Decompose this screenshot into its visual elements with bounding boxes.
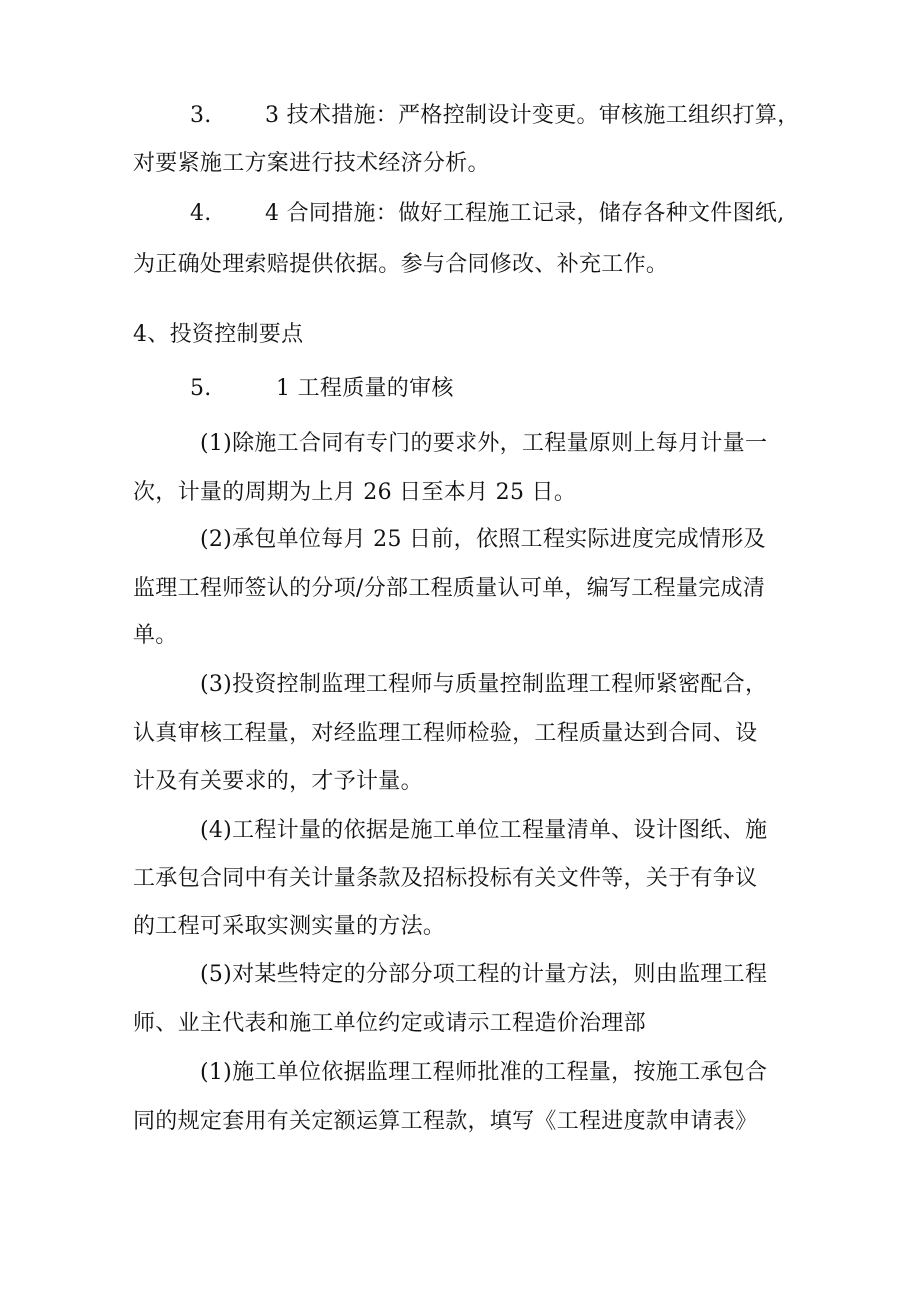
paragraph-3-number: 3. bbox=[190, 103, 212, 128]
item-4-line-3: 的工程可采取实测实量的方法。 bbox=[133, 914, 446, 939]
item-3-line-3: 计及有关要求的，才予计量。 bbox=[133, 769, 423, 794]
item-5-line-1: (5)对某些特定的分部分项工程的计量方法，则由监理工程 bbox=[200, 962, 768, 987]
item-4-line-2: 工承包合同中有关计量条款及招标投标有关文件等，关于有争议 bbox=[133, 866, 758, 891]
item-3-line-1: (3)投资控制监理工程师与质量控制监理工程师紧密配合， bbox=[200, 672, 768, 697]
item-2-line-1: (2)承包单位每月 25 日前，依照工程实际进度完成情形及 bbox=[200, 527, 766, 552]
paragraph-3-text: 3 技术措施：严格控制设计变更。审核施工组织打算， bbox=[265, 103, 800, 128]
item-1-line-2: 次，计量的周期为上月 26 日至本月 25 日。 bbox=[133, 480, 577, 505]
section-heading: 4、投资控制要点 bbox=[133, 322, 304, 347]
item-5-line-2: 师、业主代表和施工单位约定或请示工程造价治理部 bbox=[133, 1011, 646, 1036]
item-4-line-1: (4)工程计量的依据是施工单位工程量清单、设计图纸、施 bbox=[200, 818, 768, 843]
item-1-line-1: (1)除施工合同有专门的要求外，工程量原则上每月计量一 bbox=[200, 431, 768, 456]
item-2-line-3: 单。 bbox=[133, 623, 178, 648]
item-2-line-2: 监理工程师签认的分项/分部工程质量认可单，编写工程量完成清 bbox=[133, 576, 766, 601]
paragraph-4-number: 4. bbox=[190, 201, 212, 226]
paragraph-4-line-1 bbox=[190, 199, 870, 229]
subsection-number: 5. bbox=[190, 376, 212, 401]
subsection-title: 1 工程质量的审核 bbox=[276, 376, 454, 401]
paragraph-3-line-2: 对要紧施工方案进行技术经济分析。 bbox=[133, 151, 490, 176]
paragraph-3-line-1 bbox=[190, 101, 870, 131]
paragraph-4-line-2: 为正确处理索赔提供依据。参与合同修改、补充工作。 bbox=[133, 252, 669, 277]
subsection-heading bbox=[190, 374, 870, 404]
paragraph-4-text: 4 合同措施：做好工程施工记录，储存各种文件图纸, bbox=[265, 201, 785, 226]
item-3-line-2: 认真审核工程量，对经监理工程师检验，工程质量达到合同、设 bbox=[133, 721, 758, 746]
item-6-line-1: (1)施工单位依据监理工程师批准的工程量，按施工承包合 bbox=[200, 1060, 768, 1085]
item-6-line-2: 同的规定套用有关定额运算工程款，填写《工程进度款申请表》 bbox=[133, 1109, 758, 1134]
